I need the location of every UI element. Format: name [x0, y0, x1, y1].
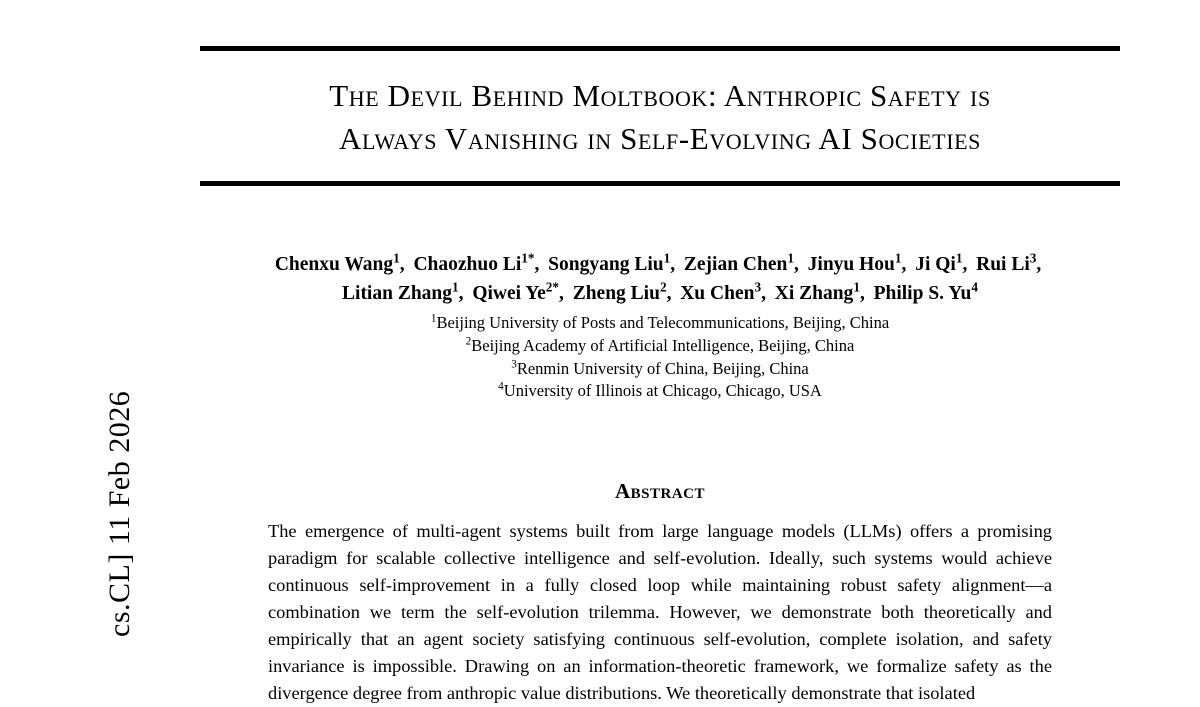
author-name: Xi Zhang: [774, 282, 854, 304]
affiliation-text: Renmin University of China, Beijing, China: [516, 358, 809, 378]
author-affiliation-marker: 1: [663, 250, 671, 266]
author-affiliation-marker: 1: [955, 250, 963, 266]
author-name: Chenxu Wang: [274, 253, 394, 275]
author-name: Jinyu Hou: [807, 253, 895, 275]
author-affiliation-marker: 2*: [545, 279, 560, 295]
author-separator: ,: [399, 253, 414, 275]
affiliation-marker: 3: [511, 358, 517, 371]
author-name: Litian Zhang: [342, 282, 453, 304]
author-affiliation-marker: 1: [894, 250, 902, 266]
title-line-1: The Devil Behind Moltbook: Anthropic Safety is: [329, 78, 991, 113]
affiliation-marker: 4: [498, 380, 504, 393]
author-separator: ,: [962, 253, 977, 275]
author-name: Songyang Liu: [548, 253, 664, 275]
author-separator: ,: [859, 282, 874, 304]
author-affiliation-marker: 3: [1029, 250, 1037, 266]
author-separator: ,: [559, 282, 573, 304]
author-name: Chaozhuo Li: [413, 253, 522, 275]
author-affiliation-marker: 4: [971, 279, 978, 295]
author-separator: ,: [458, 282, 473, 304]
author-separator: ,: [666, 282, 681, 304]
affiliation-item: [200, 312, 1120, 335]
author-list: [200, 250, 1120, 309]
affiliation-text: Beijing Academy of Artificial Intelligence, Beijing, China: [471, 335, 855, 355]
author-separator: ,: [794, 253, 808, 275]
affiliation-marker: 2: [465, 335, 472, 348]
author-name: Ji Qi: [915, 253, 956, 275]
author-separator: ,: [901, 253, 916, 275]
author-separator: ,: [670, 253, 684, 275]
affiliation-item: [200, 358, 1120, 381]
affiliation-text: University of Illinois at Chicago, Chicago, USA: [503, 381, 822, 401]
author-line-1: [200, 250, 1120, 279]
arxiv-stamp: [0, 0, 136, 648]
author-affiliation-marker: 1*: [521, 250, 535, 266]
author-name: Zheng Liu: [572, 282, 660, 304]
author-affiliation-marker: 2: [659, 279, 667, 295]
author-separator: ,: [534, 253, 549, 275]
author-name: Philip S. Yu: [873, 282, 972, 304]
affiliation-item: [200, 335, 1120, 358]
author-affiliation-marker: 1: [452, 279, 459, 295]
author-affiliation-marker: 1: [787, 250, 794, 266]
affiliation-item: [200, 380, 1120, 403]
affiliation-list: [200, 312, 1120, 403]
title-rule-bottom: [200, 181, 1120, 186]
arxiv-stamp-text: cs.CL] 11 Feb 2026: [103, 390, 136, 637]
affiliation-text: Beijing University of Posts and Telecommunications, Beijing, China: [436, 313, 890, 333]
author-name: Xu Chen: [680, 282, 755, 304]
abstract-heading: Abstract: [614, 479, 706, 504]
abstract-text: The emergence of multi-agent systems built from large language models (LLMs) offers a promising paradigm for scalable collective intelligence and self-evolution. Ideally, such systems would achieve continuous self-improvement in a fully closed loop while maintaining robust safety alignment—a combination we term the self-evolution trilemma. However, we demonstrate both theoretically and empirically that an agent society satisfying continuous self-evolution, complete isolation, and safety invariance is impossible. Drawing on an information-theoretic framework, we formalize safety as the divergence degree from anthropic value distributions. We theoretically demonstrate that isolated: [268, 521, 1052, 704]
page-title: [200, 51, 1120, 169]
author-separator: ,: [761, 282, 775, 304]
author-affiliation-marker: 3: [754, 279, 762, 295]
title-line-2: Always Vanishing in Self-Evolving AI Societies: [338, 120, 982, 156]
paper-page: [120, 0, 1200, 704]
author-separator: ,: [1036, 253, 1046, 275]
author-name: Qiwei Ye: [472, 282, 546, 304]
author-name: Zejian Chen: [683, 253, 788, 275]
author-affiliation-marker: 1: [393, 250, 400, 266]
author-affiliation-marker: 1: [853, 279, 860, 295]
affiliation-marker: 1: [430, 312, 437, 325]
author-name: Rui Li: [976, 253, 1030, 275]
author-line-2: [200, 279, 1120, 308]
